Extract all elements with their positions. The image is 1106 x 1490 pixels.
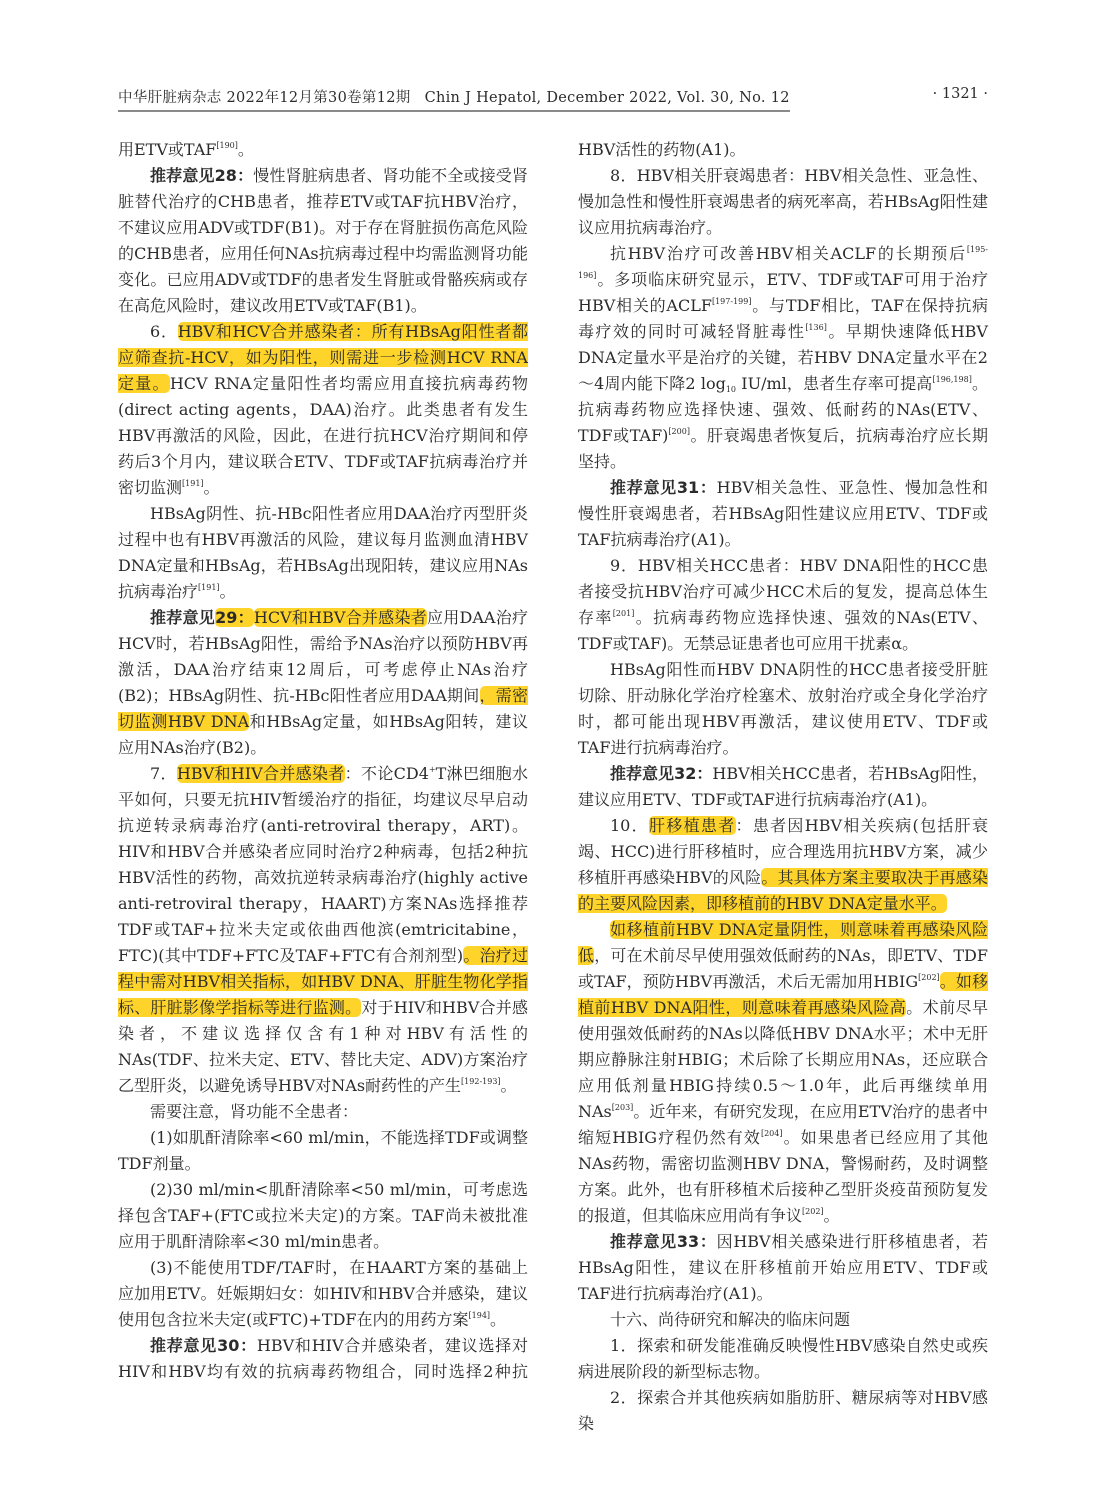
left-column (118, 137, 528, 1385)
text-run: 。多项临床研究显示，ETV、TDF或TAF可用于治疗HBV相关的ACLF (578, 270, 988, 315)
subscript: 10 (725, 385, 737, 394)
text-run: ，可在术前尽早使用强效低耐药的NAs，即ETV、TDF或TAF，预防HBV再激活，术后无需加用HBIG (578, 946, 988, 991)
text-run: 。 (203, 478, 220, 497)
citation-superscript: [204] (760, 1129, 783, 1138)
paragraph (118, 501, 528, 605)
text-run: 10． (610, 816, 649, 835)
paragraph (578, 917, 988, 1229)
text-run: 应用DAA治疗HCV时，若HBsAg阳性，需给予NAs治疗以预防HBV再激活，DAA治疗结束12周后，可考虑停止NAs治疗(B2)；HBsAg阴性、抗-HBc阳性者应用DAA期间 (118, 608, 528, 705)
highlighted-text: 如移植前HBV DNA定量阴性，则意味着再感染风险低 (578, 920, 988, 965)
highlighted-recommendation-number: 29： (215, 608, 254, 627)
citation-superscript: [196,198] (932, 375, 972, 384)
text-run: 。 (823, 1206, 840, 1225)
text-run: T淋巴细胞水平如何，只要无抗HIV暂缓治疗的指征，均建议尽早启动抗逆转录病毒治疗(anti-retroviral therapy，ART)。HIV和HBV合并感染者应同时治疗2种病毒，包括2种抗HBV活性的药物，高效抗逆转录病毒治疗(highly active anti-retroviral therapy，HAART)方案NAs选择推荐TDF或TAF+拉米夫定或依曲西他滨(emtricitabine，FTC)(其中TDF+FTC及TAF+FTC有合剂剂型) (118, 764, 528, 965)
text-run: 用ETV或TAF (118, 140, 217, 159)
text-run: 。早期快速降低HBV DNA定量水平是治疗的关键，若HBV DNA定量水平在2～4周内能下降2 log (578, 322, 988, 393)
text-run: HCV RNA定量阳性者均需应用直接抗病毒药物(direct acting agents，DAA)治疗。此类患者有发生HBV再激活的风险，因此，在进行抗HCV治疗期间和停药后3个月内，建议联合ETV、TDF或TAF抗病毒治疗并密切监测 (118, 374, 528, 497)
paragraph (578, 553, 988, 657)
journal-title-zh: 中华肝脏病杂志 2022年12月第30卷第12期 (118, 90, 411, 106)
text-run: ：患者因HBV相关疾病(包括肝衰竭、HCC)进行肝移植时，应合理选用抗HBV方案，减少移植肝再感染HBV的风险 (578, 816, 988, 887)
highlighted-text: HBV和HCV合并感染者：所有HBsAg阳性者都应筛查抗-HCV，如为阳性，则需进一步检测HCV RNA定量。 (118, 322, 528, 393)
recommendation-label: 推荐意见31： (610, 478, 717, 497)
journal-title-en: Chin J Hepatol, December 2022, Vol. 30, No. 12 (424, 90, 790, 106)
text-run: 需要注意，肾功能不全患者： (150, 1102, 359, 1121)
citation-superscript: [191] (198, 583, 220, 592)
journal-citation (118, 86, 790, 112)
paragraph (578, 1229, 988, 1307)
paragraph (578, 657, 988, 761)
paragraph (118, 1333, 528, 1385)
citation-superscript: [201] (612, 609, 635, 618)
text-run: 。抗病毒药物应选择快速、强效的NAs(ETV、TDF或TAF)。无禁忌证患者也可应用干扰素α。 (578, 608, 988, 653)
citation-superscript: [202] (802, 1207, 824, 1216)
text-run: 。术前尽早使用强效低耐药的NAs以降低HBV DNA水平；术中无肝期应静脉注射HBIG；术后除了长期应用NAs，还应联合应用低剂量HBIG持续0.5～1.0年，此后再继续单用NAs (578, 998, 988, 1121)
citation-superscript: [200] (668, 427, 690, 436)
paragraph (118, 761, 528, 1099)
text-run: 8．HBV相关肝衰竭患者：HBV相关急性、亚急性、慢加急性和慢性肝衰竭患者的病死率高，若HBsAg阳性建议应用抗病毒治疗。 (578, 166, 988, 237)
paragraph (578, 163, 988, 241)
citation-superscript: [203] (611, 1103, 634, 1112)
text-run: 慢性肾脏病患者、肾功能不全或接受肾脏替代治疗的CHB患者，推荐ETV或TAF抗HBV治疗，不建议应用ADV或TDF(B1)。对于存在肾脏损伤高危风险的CHB患者，应用任何NAs抗病毒过程中均需监测肾功能变化。已应用ADV或TDF的患者发生肾脏或骨骼疾病或存在高危风险时，建议改用ETV或TAF(B1)。 (118, 166, 528, 315)
recommendation-label: 推荐意见30： (150, 1336, 257, 1355)
paragraph (578, 137, 988, 163)
paragraph (578, 761, 988, 813)
paragraph (578, 813, 988, 917)
citation-superscript: [192-193] (461, 1077, 501, 1086)
highlighted-text: 肝移植患者 (648, 816, 736, 835)
paragraph (118, 1099, 528, 1125)
text-run: 6． (150, 322, 178, 341)
citation-superscript: [195-196] (578, 245, 988, 280)
text-run: HBV相关HCC患者，若HBsAg阳性，建议应用ETV、TDF或TAF进行抗病毒治疗(A1)。 (578, 764, 988, 809)
recommendation-label: 推荐意见33： (610, 1232, 717, 1251)
text-run: 。肝衰竭患者恢复后，抗病毒治疗应长期坚持。 (578, 426, 988, 471)
paragraph (118, 1255, 528, 1333)
text-run: HBV活性的药物(A1)。 (578, 140, 746, 159)
page-number: · 1321 · (932, 86, 988, 102)
citation-superscript: [191] (182, 479, 204, 488)
text-run: 9．HBV相关HCC患者：HBV DNA阳性的HCC患者接受抗HBV治疗可减少HCC术后的复发，提高总体生存率 (578, 556, 988, 627)
text-run: 1．探索和研发能准确反映慢性HBV感染自然史或疾病进展阶段的新型标志物。 (578, 1336, 988, 1381)
text-run: 。抗病毒药物应选择快速、强效、低耐药的NAs(ETV、TDF或TAF) (578, 374, 988, 445)
text-run: 十六、尚待研究和解决的临床问题 (610, 1310, 851, 1329)
highlighted-text: HBV和HIV合并感染者 (176, 764, 345, 783)
paragraph (578, 1385, 988, 1437)
text-run: (1)如肌酐清除率<60 ml/min，不能选择TDF或调整TDF剂量。 (118, 1128, 528, 1173)
text-run: IU/ml，患者生存率可提高 (736, 374, 933, 393)
citation-superscript: [194] (468, 1311, 491, 1320)
text-run: 2．探索合并其他疾病如脂肪肝、糖尿病等对HBV感染 (578, 1388, 988, 1433)
right-column (578, 137, 988, 1437)
paragraph (578, 1307, 988, 1333)
paragraph (118, 1177, 528, 1255)
text-run: HBV相关急性、亚急性、慢加急性和慢性肝衰竭患者，若HBsAg阳性建议应用ETV、TDF或TAF抗病毒治疗(A1)。 (578, 478, 988, 549)
paragraph (118, 137, 528, 163)
text-run: 和HBsAg定量，如HBsAg阳转，建议应用NAs治疗(B2)。 (118, 712, 528, 757)
text-run: 。 (500, 1076, 517, 1095)
text-run: 因HBV相关感染进行肝移植患者，若HBsAg阳性，建议在肝移植前开始应用ETV、TDF或TAF进行抗病毒治疗(A1)。 (578, 1232, 988, 1303)
text-run: 。 (219, 582, 236, 601)
text-run: (2)30 ml/min<肌酐清除率<50 ml/min，可考虑选择包含TAF+(FTC或拉米夫定)的方案。TAF尚未被批准应用于肌酐清除率<30 ml/min患者。 (118, 1180, 528, 1251)
paragraph (578, 1333, 988, 1385)
text-run: 抗HBV治疗可改善HBV相关ACLF的长期预后 (610, 244, 967, 263)
recommendation-label: 推荐意见 (150, 608, 216, 627)
highlighted-text: 。其具体方案主要取决于再感染的主要风险因素，即移植前的HBV DNA定量水平。 (578, 868, 988, 913)
citation-superscript: [197-199] (711, 297, 752, 306)
text-run: HBsAg阴性、抗-HBc阳性者应用DAA治疗丙型肝炎过程中也有HBV再激活的风险，建议每月监测血清HBV DNA定量和HBsAg，若HBsAg出现阳转，建议应用NAs抗病毒治疗 (118, 504, 528, 601)
citation-superscript: + (428, 765, 436, 774)
text-run: ：不论CD4 (344, 764, 429, 783)
paragraph (118, 319, 528, 501)
citation-superscript: [136] (805, 323, 827, 332)
highlighted-text: HCV和HBV合并感染者 (253, 608, 427, 627)
highlighted-text: 。治疗过程中需对HBV相关指标，如HBV DNA、肝脏生物化学指标、肝脏影像学指标等进行监测。 (118, 946, 528, 1017)
paragraph (118, 163, 528, 319)
paragraph (118, 605, 528, 761)
citation-superscript: [202] (918, 973, 940, 982)
text-run: 对于HIV和HBV合并感染者，不建议选择仅含有1种对HBV有活性的NAs(TDF、拉米夫定、ETV、替比夫定、ADV)方案治疗乙型肝炎，以避免诱导HBV对NAs耐药性的产生 (118, 998, 528, 1095)
recommendation-label: 推荐意见28： (150, 166, 254, 185)
highlighted-text: ，需密切监测HBV DNA (118, 686, 528, 731)
text-run: 。如果患者已经应用了其他NAs药物，需密切监测HBV DNA，警惕耐药，及时调整方案。此外，也有肝移植术后接种乙型肝炎疫苗预防复发的报道，但其临床应用尚有争议 (578, 1128, 988, 1225)
text-run: HBsAg阳性而HBV DNA阴性的HCC患者接受肝脏切除、肝动脉化学治疗栓塞术、放射治疗或全身化学治疗时，都可能出现HBV再激活，建议使用ETV、TDF或TAF进行抗病毒治疗。 (578, 660, 988, 757)
paragraph (578, 475, 988, 553)
paragraph (578, 241, 988, 475)
text-run: 。 (237, 140, 254, 159)
text-run: 。与TDF相比，TAF在保持抗病毒疗效的同时可减轻肾脏毒性 (578, 296, 989, 341)
text-run: 。 (490, 1310, 507, 1329)
text-run: 。近年来，有研究发现，在应用ETV治疗的患者中缩短HBIG疗程仍然有效 (578, 1102, 988, 1147)
citation-superscript: [190] (216, 141, 238, 150)
text-run: (3)不能使用TDF/TAF时，在HAART方案的基础上应加用ETV。妊娠期妇女：如HIV和HBV合并感染，建议使用包含拉米夫定(或FTC)+TDF在内的用药方案 (118, 1258, 528, 1329)
text-run: HBV和HIV合并感染者，建议选择对HIV和HBV均有效的抗病毒药物组合，同时选择2种抗 (118, 1336, 528, 1381)
paragraph (118, 1125, 528, 1177)
running-header (118, 86, 988, 110)
text-run: 7． (150, 764, 177, 783)
recommendation-label: 推荐意见32： (610, 764, 713, 783)
highlighted-text: 。如移植前HBV DNA阳性，则意味着再感染风险高 (578, 972, 988, 1017)
